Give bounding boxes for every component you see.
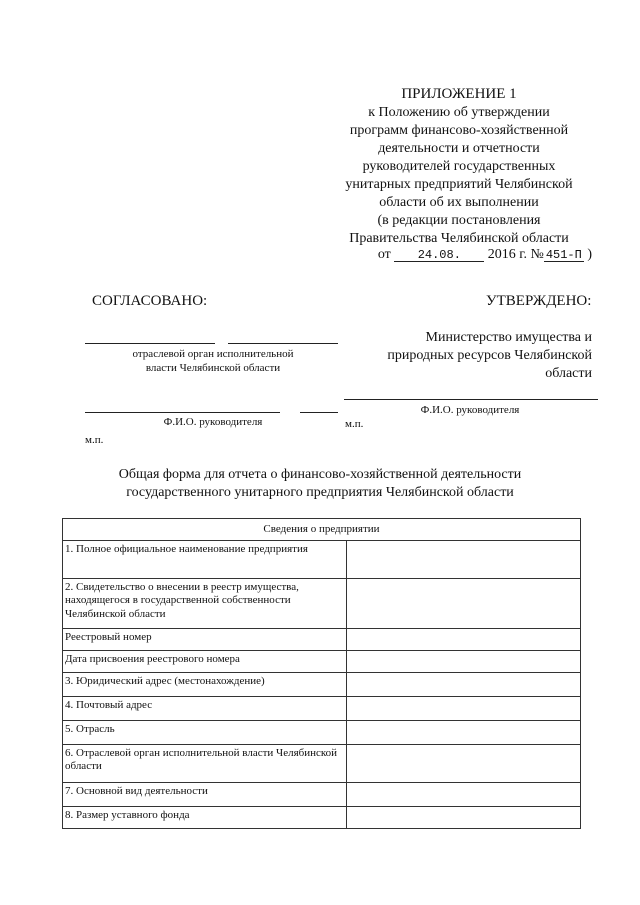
appendix-line: руководителей государственных [362, 159, 556, 174]
closing-paren: ) [587, 247, 592, 262]
table-row [63, 806, 581, 828]
row-label: 7. Основной вид деятельности [63, 782, 347, 806]
row-label: 8. Размер уставного фонда [63, 806, 347, 828]
enterprise-info-table [62, 518, 581, 829]
row-value [347, 540, 581, 578]
signature-line [228, 343, 338, 344]
row-value [347, 782, 581, 806]
org-caption: власти Челябинской области [145, 362, 281, 374]
appendix-title: ПРИЛОЖЕНИЕ 1 [401, 86, 517, 102]
stamp-place: м.п. [85, 434, 104, 446]
row-label: 3. Юридический адрес (местонахождение) [63, 672, 347, 696]
row-label: 2. Свидетельство о внесении в реестр имущества, находящегося в государственной собственности Челябинской области [63, 578, 347, 628]
table-row [63, 628, 581, 650]
row-value [347, 696, 581, 720]
row-value [347, 744, 581, 782]
table-row [63, 650, 581, 672]
table-header: Сведения о предприятии [63, 519, 581, 541]
form-title-line1: Общая форма для отчета о финансово-хозяйственной деятельности [118, 467, 522, 482]
decree-number: 451-П [545, 248, 582, 262]
table-row [63, 744, 581, 782]
agreed-heading: СОГЛАСОВАНО: [92, 293, 208, 309]
row-value [347, 720, 581, 744]
form-title-line2: государственного унитарного предприятия Челябинской области [126, 485, 514, 500]
date-prefix: от [377, 247, 391, 262]
ministry-line: природных ресурсов Челябинской [387, 348, 592, 363]
row-value [347, 806, 581, 828]
table-row [63, 696, 581, 720]
table-header-row [63, 519, 581, 541]
org-caption: отраслевой орган исполнительной [132, 348, 294, 360]
appendix-line: Правительства Челябинской области [349, 231, 569, 246]
appendix-line: области об их выполнении [379, 195, 539, 210]
row-value [347, 672, 581, 696]
appendix-line: программ финансово-хозяйственной [349, 123, 569, 138]
fio-caption: Ф.И.О. руководителя [163, 416, 263, 428]
row-label: 6. Отраслевой орган исполнительной власти Челябинской области [63, 744, 347, 782]
row-label: 5. Отрасль [63, 720, 347, 744]
table-row [63, 578, 581, 628]
ministry-line: области [545, 366, 592, 381]
row-value [347, 650, 581, 672]
row-value [347, 578, 581, 628]
signature-line [85, 412, 280, 413]
fio-caption: Ф.И.О. руководителя [420, 404, 520, 416]
signature-line [85, 343, 215, 344]
table-row [63, 720, 581, 744]
stamp-place: м.п. [345, 418, 364, 430]
year-text: 2016 г. № [487, 247, 544, 262]
table-row [63, 540, 581, 578]
signature-line [344, 399, 598, 400]
appendix-line: унитарных предприятий Челябинской [345, 177, 573, 192]
row-label: Дата присвоения реестрового номера [63, 650, 347, 672]
table-row [63, 672, 581, 696]
appendix-line: деятельности и отчетности [378, 141, 540, 156]
appendix-line: (в редакции постановления [377, 213, 541, 228]
signature-line [300, 412, 338, 413]
row-label: Реестровый номер [63, 628, 347, 650]
row-label: 1. Полное официальное наименование предприятия [63, 540, 347, 578]
table-row [63, 782, 581, 806]
approved-heading: УТВЕРЖДЕНО: [486, 293, 592, 309]
appendix-date-line [328, 246, 592, 264]
appendix-line: к Положению об утверждении [368, 105, 550, 120]
ministry-line: Министерство имущества и [425, 330, 592, 345]
row-label: 4. Почтовый адрес [63, 696, 347, 720]
row-value [347, 628, 581, 650]
date-value: 24.08. [394, 249, 484, 262]
